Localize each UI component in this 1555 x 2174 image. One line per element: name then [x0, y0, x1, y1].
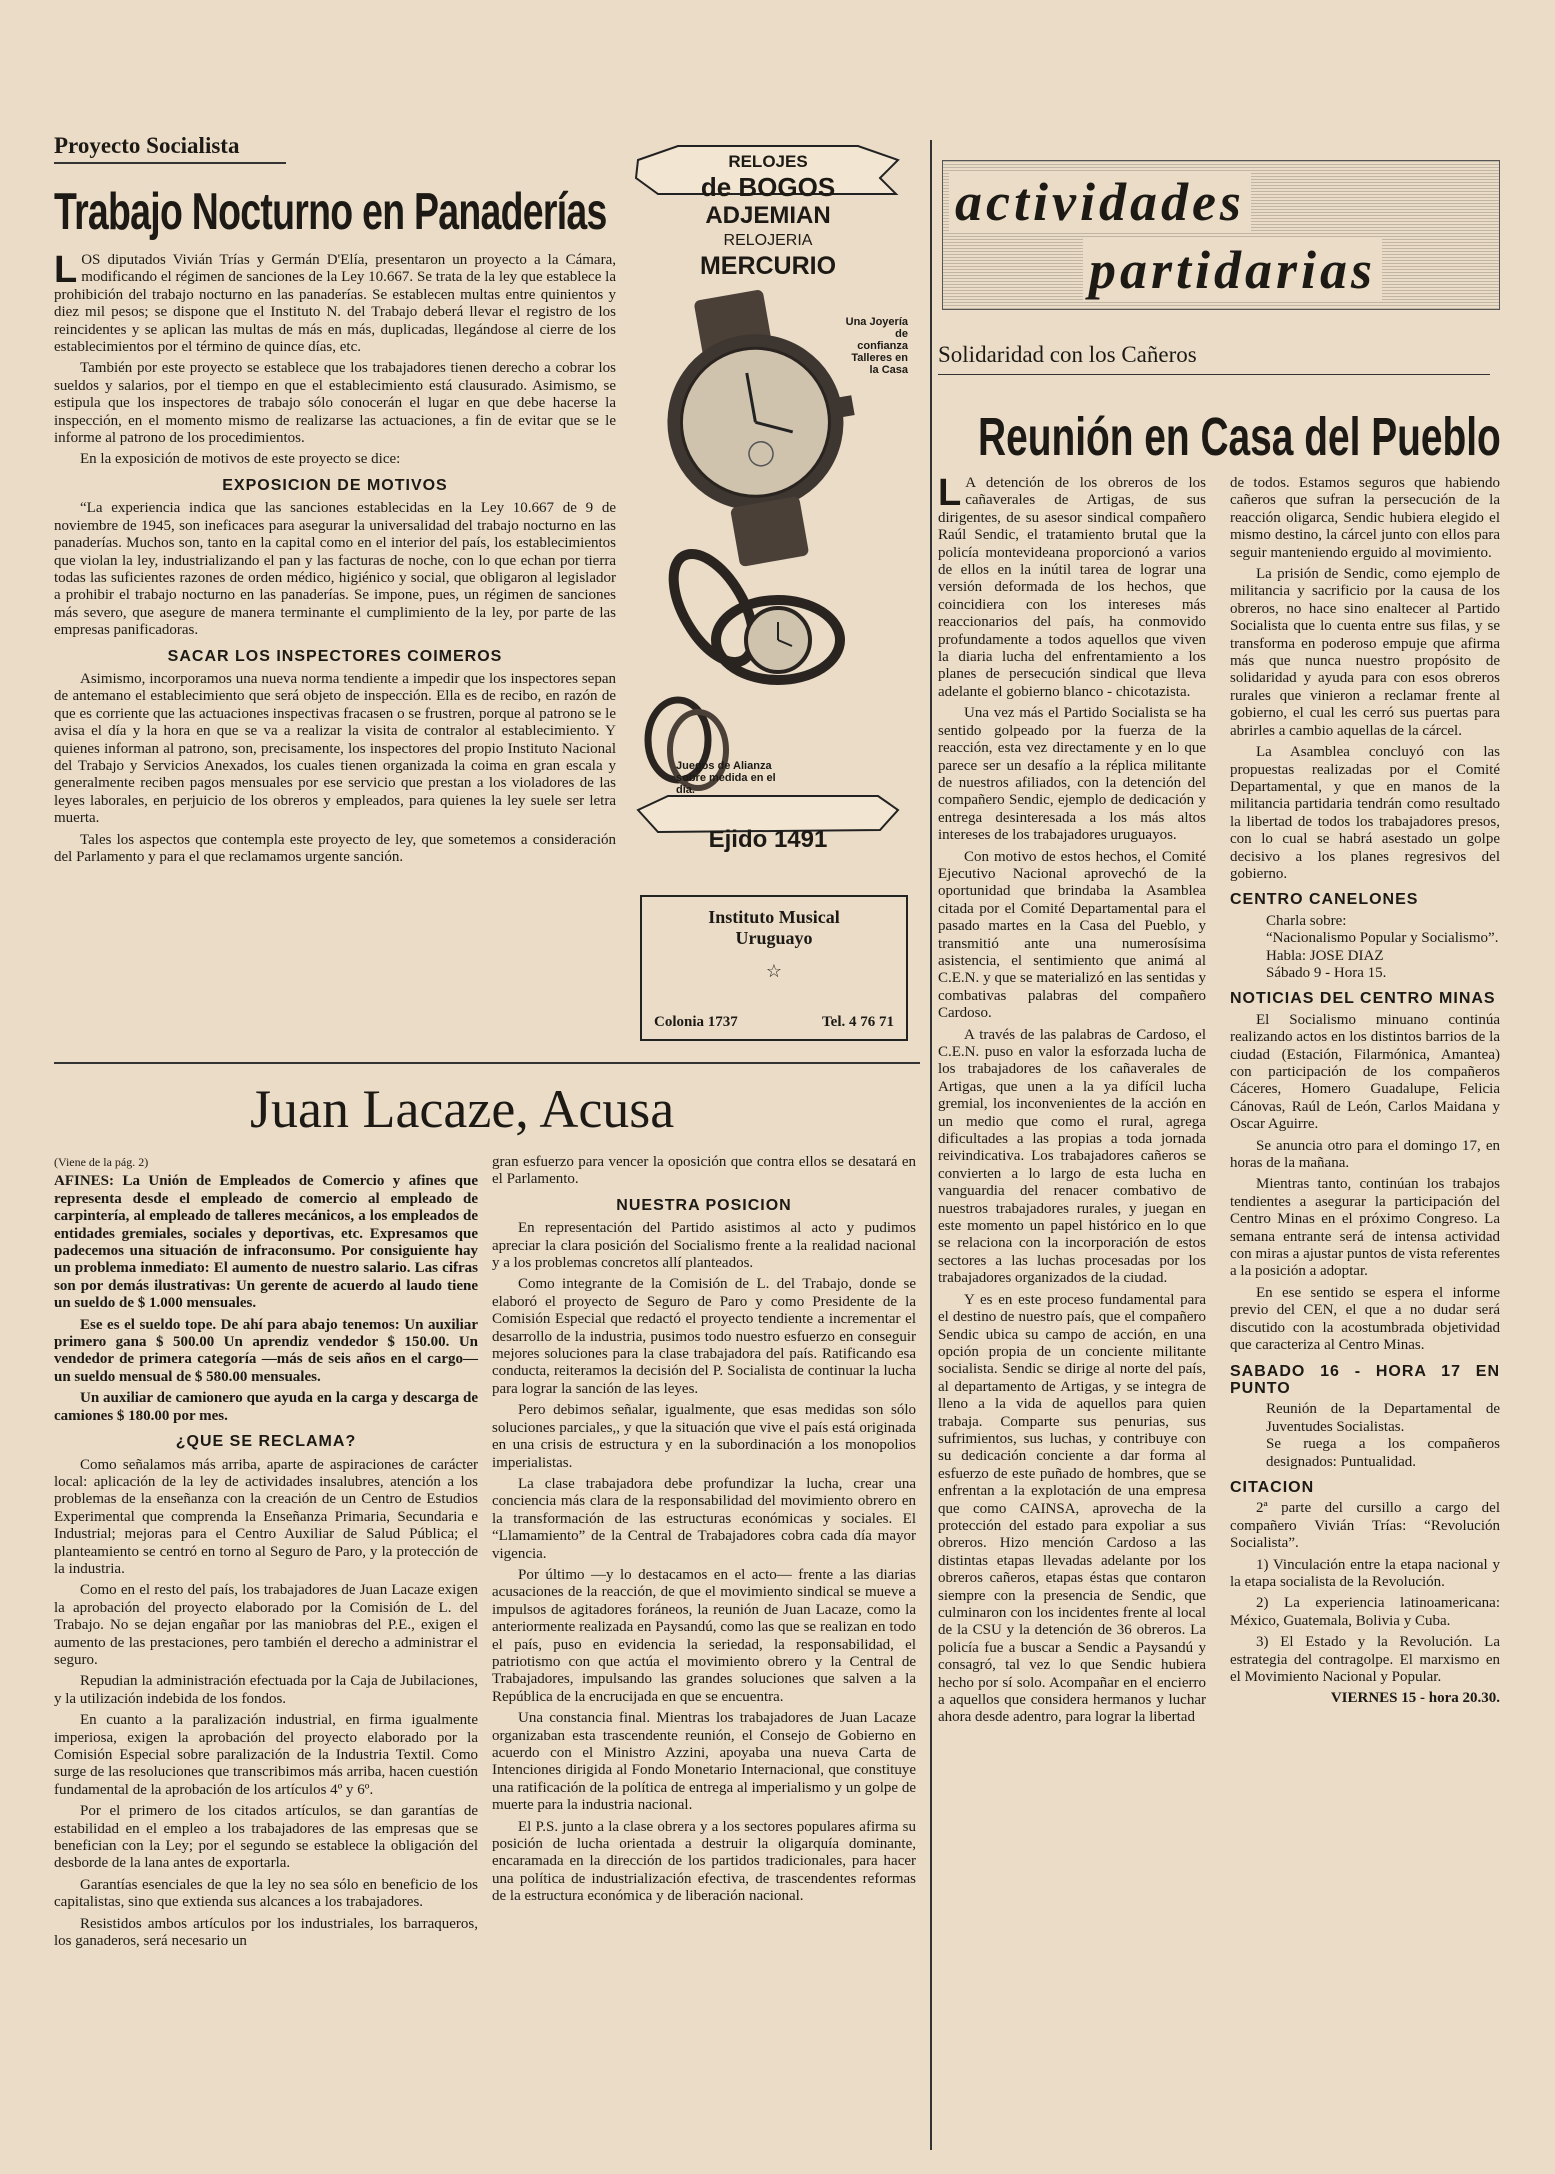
ad-mercurio: MERCURIO [699, 252, 837, 280]
lacaze-col1: (Viene de la pág. 2) AFINES: La Unión de Empleados de Comercio y afines que representa desde el empleado de comercio al empleado de carpintería, al empleado de talleres mecánicos, a los empleados de entidades gremiales, sociales y deportivas, etc. Expresamos que padecemos una situación de infraconsumo. Por consiguiente hay un problema inmediato: El aumento de nuestro salario. Las cifras son por demás ilustrativas: Un gerente de acuerdo al laudo tiene un sueldo de $ 1.000 mensuales. Ese es el sueldo tope. De ahí para abajo tenemos: Un auxiliar primero gana $ 500.00 Un aprendiz vendedor $ 150.00. Un vendedor de primera categoría —más de seis años en el cargo— un sueldo mensual de $ 580.00 mensuales. Un auxiliar de camionero que ayuda en la carga y descarga de camiones $ 180.00 por mes. ¿QUE SE RECLAMA? Como señalamos más arriba, aparte de aspiraciones de carácter local: aplicación de la ley de actividades insalubres, atención a los problemas de la enseñanza con la creación de un Centro de Estudios Experimental que comprenda la Enseñanza Primaria, Secundaria e Industrial; mejoras para el Centro Auxiliar de Salud Pública; el planteamiento se centró en torno al Seguro de Paro, y la protección de la industria. Como en el resto del país, los trabajadores de Juan Lacaze exigen la aprobación del proyecto elaborado por la Comisión de L. del Trabajo. No se dejan engañar por las maniobras del P.E., exigen el aumento de las prestaciones, pero también el derecho a administrar el seguro. Repudian la administración efectuada por la Caja de Jubilaciones, y la utilización indebida de los fondos. En cuanto a la paralización industrial, en firma igualmente imperiosa, exigen la aprobación del proyecto elaborado por la Comisión Especial sobre paralización de la Industria Textil. Como surge de las resoluciones que transcribimos más arriba, hacen cuestión fundamental de la aprobación de los artículos 4º y 6º. Por el primero de los citados artículos, se dan garantías de estabilidad en el empleo a los trabajadores de las empresas que se benefician con la Ley; por el segundo se establece la obligación del desborde de la lana antes de exportarla. Garantías esenciales de que la ley no sea sólo en beneficio de los capitalistas, sino que extienda sus alcances a los trabajadores. Resistidos ambos artículos por los industriales, los barraqueros, los ganaderos, será necesario un [54, 1155, 478, 1950]
right-headline: Reunión en Casa del Pueblo [978, 407, 1501, 467]
column-rule [930, 140, 932, 2150]
sabado-block: Reunión de la Departamental de Juventudes Socialistas. Se ruega a los compañeros designados: Puntualidad. [1266, 1401, 1500, 1470]
subhead-nuestra-posicion: NUESTRA POSICION [616, 1196, 792, 1214]
main-headline: Trabajo Nocturno en Panaderías [54, 183, 607, 241]
watch-advertisement [618, 140, 914, 885]
subhead-que-se-reclama: ¿QUE SE RECLAMA? [175, 1433, 357, 1451]
centro-canelones-heading: CENTRO CANELONES [1230, 891, 1419, 909]
citacion-heading: CITACION [1230, 1478, 1315, 1496]
lacaze-headline: Juan Lacaze, Acusa [250, 1079, 675, 1139]
music-institute-ad: Instituto Musical Uruguayo ☆ Colonia 1737 Tel. 4 76 71 [640, 895, 908, 1041]
ad-tagline: Una Joyería de confianza Talleres en la Casa [845, 316, 908, 376]
ad-bogos: de BOGOS [700, 172, 836, 202]
ad-address: Ejido 1491 [708, 826, 828, 853]
main-article-body: LOS diputados Vivián Trías y Germán D'Elía, presentaron un proyecto a la Cámara, modificando el régimen de sanciones de la Ley 10.667. Se trata de la ley que establece la prohibición del trabajo nocturno en las panaderías. Se establecen multas entre quinientos y diez mil pesos; se dispone que el Instituto N. del Trabajo deberá llevar el registro de los reincidentes y se aplican las multas de más en más, duplicadas, llegándose al cierre de los establecimientos por el término de quince días, etc. También por este proyecto se establece que los trabajadores tienen derecho a cobrar los sueldos y salarios, por el tiempo en que el establecimiento está clausurado. Asimismo, se estipula que los inspectores de trabajo sólo conocerán el lugar en que debe hacerse la inspección, en el momento mismo de realizarse las actuaciones, a fin de evitar que se le informe al patrono de los procedimientos. En la exposición de motivos de este proyecto se dice: EXPOSICION DE MOTIVOS “La experiencia indica que las sanciones establecidas en la Ley 10.667 de 9 de noviembre de 1945, son ineficaces para asegurar la universalidad del trabajo nocturno en las panaderías. Muchos son, tanto en la capital como en el interior del país, los establecimientos que violan la ley, industrializando el pan y las facturas de noche, con lo que echan por tierra todas las suficientes razones de orden médico, higiénico y social, que obligaron al legislador a prohibir el trabajo nocturno en las panaderías. Se impone, pues, un régimen de sanciones más severo, que asegure de manera terminante el cumplimiento de la ley, por parte de las empresas panificadoras. SACAR LOS INSPECTORES COIMEROS Asimismo, incorporamos una nueva norma tendiente a impedir que los inspectores sepan de antemano el establecimiento que será objeto de inspección. Ella es de recibo, en razón de que es corriente que las actuaciones inspectivas fracasen o se frustren, porque al patrono se le avisa el día y la hora en que se va a realizar la visita de contralor al establecimiento. Y quienes informan al patrono, son, precisamente, los inspectores del propio Instituto Nacional del Trabajo y Servicios Anexados, los cuales tienen organizada la coima en gran escala y generalmente reciben pagos mensuales por ese servicio que prestan a los violadores de las leyes laborales, en perjuicio de los obreros y empleados, para quienes la ley suele ser letra muerta. Tales los aspectos que contempla este proyecto de ley, que sometemos a consideración del Parlamento y para el que reclamamos urgente sanción. [54, 249, 616, 865]
citacion-time: VIERNES 15 - hora 20.30. [1330, 1690, 1500, 1707]
ad-rings-text: Juegos de Alianza sobre medida en el día. [676, 760, 776, 796]
section-underline [54, 162, 286, 164]
ad-relojeria: RELOJERIA [723, 232, 813, 249]
activities-banner: actividades partidarias [942, 160, 1500, 310]
right-dropcap: L [938, 472, 962, 514]
right-col1: L A detención de los obreros de los cañaverales de Artigas, de sus dirigentes, de su asesor sindical compañero Raúl Sendic, el tratamiento brutal que la policía montevideana proporcionó a varios de ellos en la inútil tarea de lograr una versión deformada de los hechos, que coincidiera con los intereses más reaccionarios del país, ha conmovido profundamente a todos aquellos que viven la diaria lucha del enfrentamiento a los planes de persecución sindical que lleva adelante el gobierno blanco - chicotazista. Una vez más el Partido Socialista se ha sentido golpeado por la fuerza de la reacción, esta vez directamente y en lo que parece ser un desafío a la réplica militante de nuestros afiliados, con la detención del compañero Sendic, ejemplo de dedicación y entrega desinteresada a los más altos intereses de los trabajadores uruguayos. Con motivo de estos hechos, el Comité Ejecutivo Nacional aprovechó de la oportunidad que brindaba la Asamblea citada por el Comité Departamental para el pasado martes en la Casa del Pueblo, y transmitió ante una numerosísima asistencia, el sentimiento que animá al C.E.N. y que se materializó en las sentidas y combativas palabras del compañero Cardoso. A través de las palabras de Cardoso, el C.E.N. puso en valor la esforzada lucha de los trabajadores de los cañaverales de Artigas, que unen a la ya difícil lucha gremial, los inconvenientes de la acción en un medio que como el rural, agrega dificultades a las propias a toda jornada reivindicativa. Los trabajadores cañeros se convierten a lo largo de esta lucha en vanguardia del renacer combativo de nuestros trabajadores rurales, y juegan en este momento un papel histórico en lo que se relaciona con la incorporación de estos sectores a las luchas procesadas por los trabajadores organizados de la ciudad. Y es en este proceso fundamental para el destino de nuestro país, que el compañero Sendic ubica su campo de acción, en una opción propia de un conciente militante socialista. Sendic se dirige al norte del país, al departamento de Artigas, y se integra de lleno a la vida de aquellos para quien trabaja. Comparte sus penurias, sus sufrimientos, sus luchas, y contribuye con su dedicación conciente a dar forma al esfuerzo de este puñado de hombres, que se enfrentan a la explotación de una empresa que como CAINSA, aprovecha de la protección del estado para expoliar a sus obreros. Hizo mención Cardoso a las distintas etapas llevadas adelante por los obreros cañeros, etapas éstas que contaron siempre con la presencia de Sendic, que culminaron con los incidentes frente al local de la CSU y la detención de 36 obreros. La policía fue a buscar a Sendic a Paysandú y consagró, tal vez lo que Sendic hubiera hecho por sí solo. Acompañar en el encierro a aquellos que considera hermanos y luchar ahora desde adentro, para lograr la libertad [938, 472, 1206, 1726]
ad-adjemian: ADJEMIAN [705, 202, 831, 229]
lacaze-col2: gran esfuerzo para vencer la oposición que contra ellos se desatará en el Parlamento. NUESTRA POSICION En representación del Partido asistimos al acto y pudimos apreciar la clara posición del Socialismo frente a la realidad nacional y a los problemas concretos allí planteados. Como integrante de la Comisión de L. del Trabajo, donde se elaboró el proyecto de Seguro de Paro y como Presidente de la Comisión Especial que redactó el proyecto tendiente a incrementar el desarrollo de la industria, pusimos todo nuestro esfuerzo en conseguir mejores soluciones para la clase trabajadora del país. Ratificando esa conducta, reiteramos la decisión del P. Socialista de continuar la lucha para lograr la sanción de las leyes. Pero debimos señalar, igualmente, que esas medidas son sólo soluciones parciales,, y que la situación que vive el país está originada en una crisis de estructura y en la subordinación a los monopolios imperialistas. La clase trabajadora debe profundizar la lucha, crear una conciencia más clara de la responsabilidad del movimiento obrero en la transformación de las estructuras económicas y sociales. El “Llamamiento” de la Central de Trabajadores cobra cada día mayor vigencia. Por último —y lo destacamos en el acto— frente a las diarias acusaciones de la reacción, de que el movimiento sindical se mueve a impulsos de agitadores foráneos, la reunión de Juan Lacaze, como la anteriormente realizada en Paysandú, como las que se realizan en todo el país, puso en evidencia la seriedad, la responsabilidad, el patriotismo con que actúa el movimiento obrero y la Central de Trabajadores, impulsando las grandes soluciones que salven a la República de la encrucijada en que se encuentra. Una constancia final. Mientras los trabajadores de Juan Lacaze organizaban esta trascendente reunión, el Consejo de Gobierno en acuerdo con el Ministro Azzini, apoyaba una nueva Carta de Intenciones dirigida al Fondo Monetario Internacional, que constituye una ratificación de la política de entrega al imperialismo y un golpe de muerte para la industria nacional. El P.S. junto a la clase obrera y a los sectores populares afirma su posición de lucha orientada a destruir la oligarquía dominante, encaramada en la dirección de los partidos tradicionales, para hacer una política de industrialización efectiva, de trascendentes reformas de la estructura económica y de liberación nacional. [492, 1154, 916, 1905]
star-icon: ☆ [765, 961, 783, 981]
kicker-rule [938, 374, 1490, 375]
sabado-heading: SABADO 16 - HORA 17 EN PUNTO [1230, 1362, 1500, 1397]
dropcap: L [54, 249, 78, 291]
subhead-exposicion: EXPOSICION DE MOTIVOS [222, 476, 448, 494]
centro-canelones-block: Charla sobre: “Nacionalismo Popular y Socialismo”. Habla: JOSE DIAZ Sábado 9 - Hora 15. [1266, 912, 1499, 981]
centro-minas-heading: NOTICIAS DEL CENTRO MINAS [1230, 990, 1496, 1008]
subhead-inspectores: SACAR LOS INSPECTORES COIMEROS [167, 647, 503, 665]
ad-relojes: RELOJES [728, 152, 808, 171]
kicker: Solidaridad con los Cañeros [938, 342, 1197, 367]
right-col2: de todos. Estamos seguros que habiendo cañeros que sufran la persecución de la reacción oligarca, Sendic hubiera elegido el mismo destino, la cárcel junto con ellos para seguir manteniendo erguido al movimiento. La prisión de Sendic, como ejemplo de militancia y sacrificio por la causa de los obreros, no hace sino enaltecer al Partido Socialista que lo cuenta entre sus filas, y se transforma en poderoso empuje que afirma más que nunca nuestro propósito de solidaridad y ayuda para con esos obreros rurales que vinieron a reclamar frente al gobierno, el cual les cerró sus puertas para abrirles a cambio aquellas de la cárcel. La Asamblea concluyó con las propuestas realizadas por el Comité Departamental, y que en manos de la militancia partidaria tendrán como resultado la libertad de todos los trabajadores presos, con lo cual se habrá asestado un golpe decisivo a los planes regresivos del gobierno. CENTRO CANELONES Charla sobre: “Nacionalismo Popular y Socialismo”. Habla: JOSE DIAZ Sábado 9 - Hora 15. NOTICIAS DEL CENTRO MINAS El Socialismo minuano continúa realizando actos en los distintos barrios de la ciudad (Estación, Filarmónica, Amantea) con participación de los compañeros Cáceres, Homero Guadalupe, Felicia Cánovas, Raúl de León, Carlos Maidana y Oscar Aguirre. Se anuncia otro para el domingo 17, en horas de la mañana. Mientras tanto, continúan los trabajos tendientes a asegurar la participación del Centro Minas en el próximo Congreso. La semana entrante será de intensa actividad con miras a ajustar puntos de vista referentes a la posición a adoptar. En ese sentido se espera el informe previo del CEN, el que a no dudar será discutido con la acostumbrada objetividad que caracteriza al Centro Minas. SABADO 16 - HORA 17 EN PUNTO Reunión de la Departamental de Juventudes Socialistas. Se ruega a los compañeros designados: Puntualidad. CITACION 2ª parte del cursillo a cargo del compañero Vivián Trías: “Revolución Socialista”. 1) Vinculación entre la etapa nacional y la etapa socialista de la Revolución. 2) La experiencia latinoamericana: México, Guatemala, Bolivia y Cuba. 3) El Estado y la Revolución. La estrategia del contragolpe. El marxismo en el Movimiento Nacional y Popular. VIERNES 15 - hora 20.30. [1230, 475, 1500, 1707]
horizontal-rule [54, 1062, 920, 1064]
section-label: Proyecto Socialista [54, 133, 240, 158]
